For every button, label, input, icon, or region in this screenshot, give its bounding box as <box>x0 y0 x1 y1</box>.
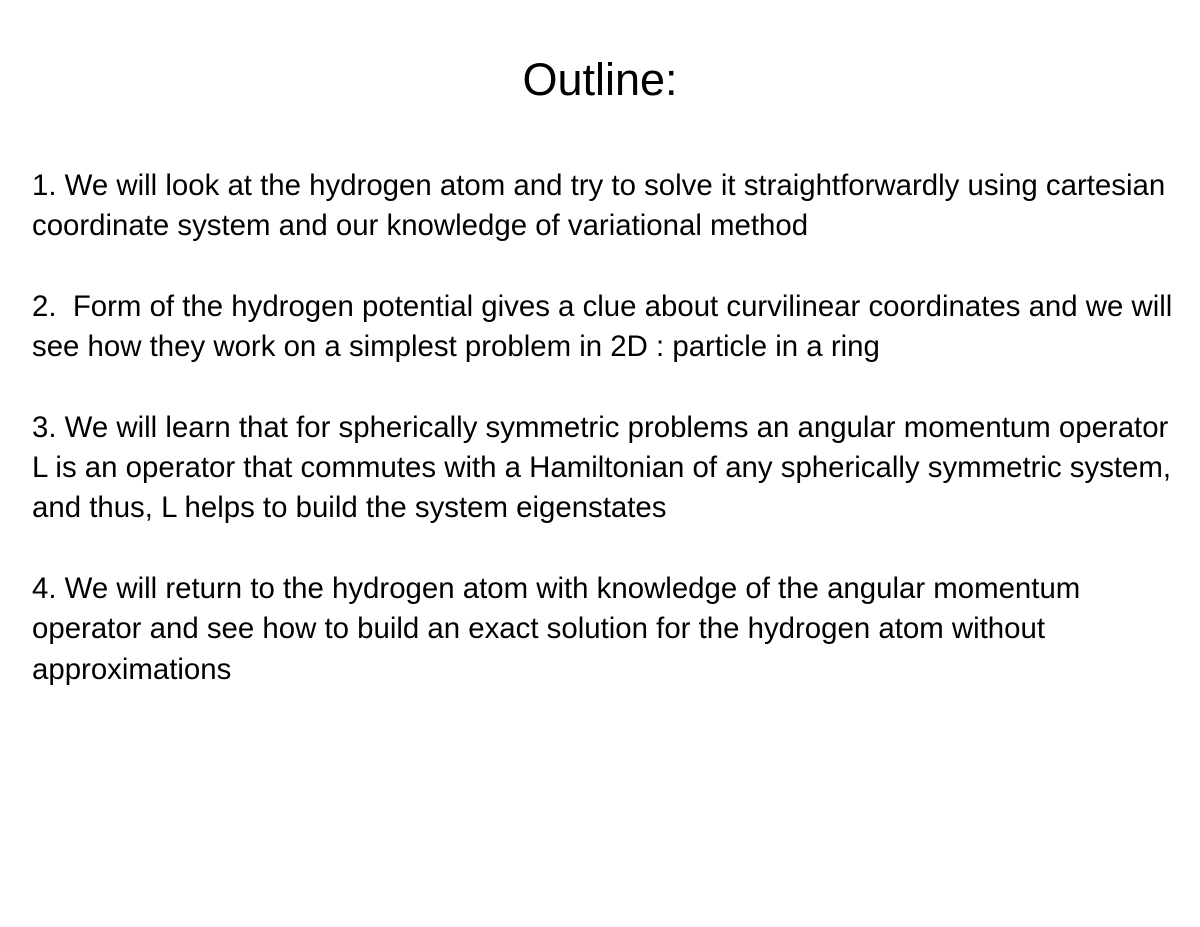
outline-item-4: 4. We will return to the hydrogen atom with knowledge of the angular momentum operator and see how to build an exact solution for the hydrogen atom without approximations <box>32 571 1089 686</box>
outline-item-3: 3. We will learn that for spherically symmetric problems an angular momentum operator L is an operator that commutes with a Hamiltonian of any spherically symmetric system, and thus, L helps to build the system eigenstates <box>32 410 1180 525</box>
outline-list <box>32 166 1182 690</box>
outline-item-2: 2. Form of the hydrogen potential gives a clue about curvilinear coordinates and we will see how they work on a simplest problem in 2D : particle in a ring <box>32 289 1181 364</box>
slide-title: Outline: <box>522 54 678 105</box>
outline-item-1: 1. We will look at the hydrogen atom and try to solve it straightforwardly using cartesian coordinate system and our knowledge of variational method <box>32 169 1174 243</box>
